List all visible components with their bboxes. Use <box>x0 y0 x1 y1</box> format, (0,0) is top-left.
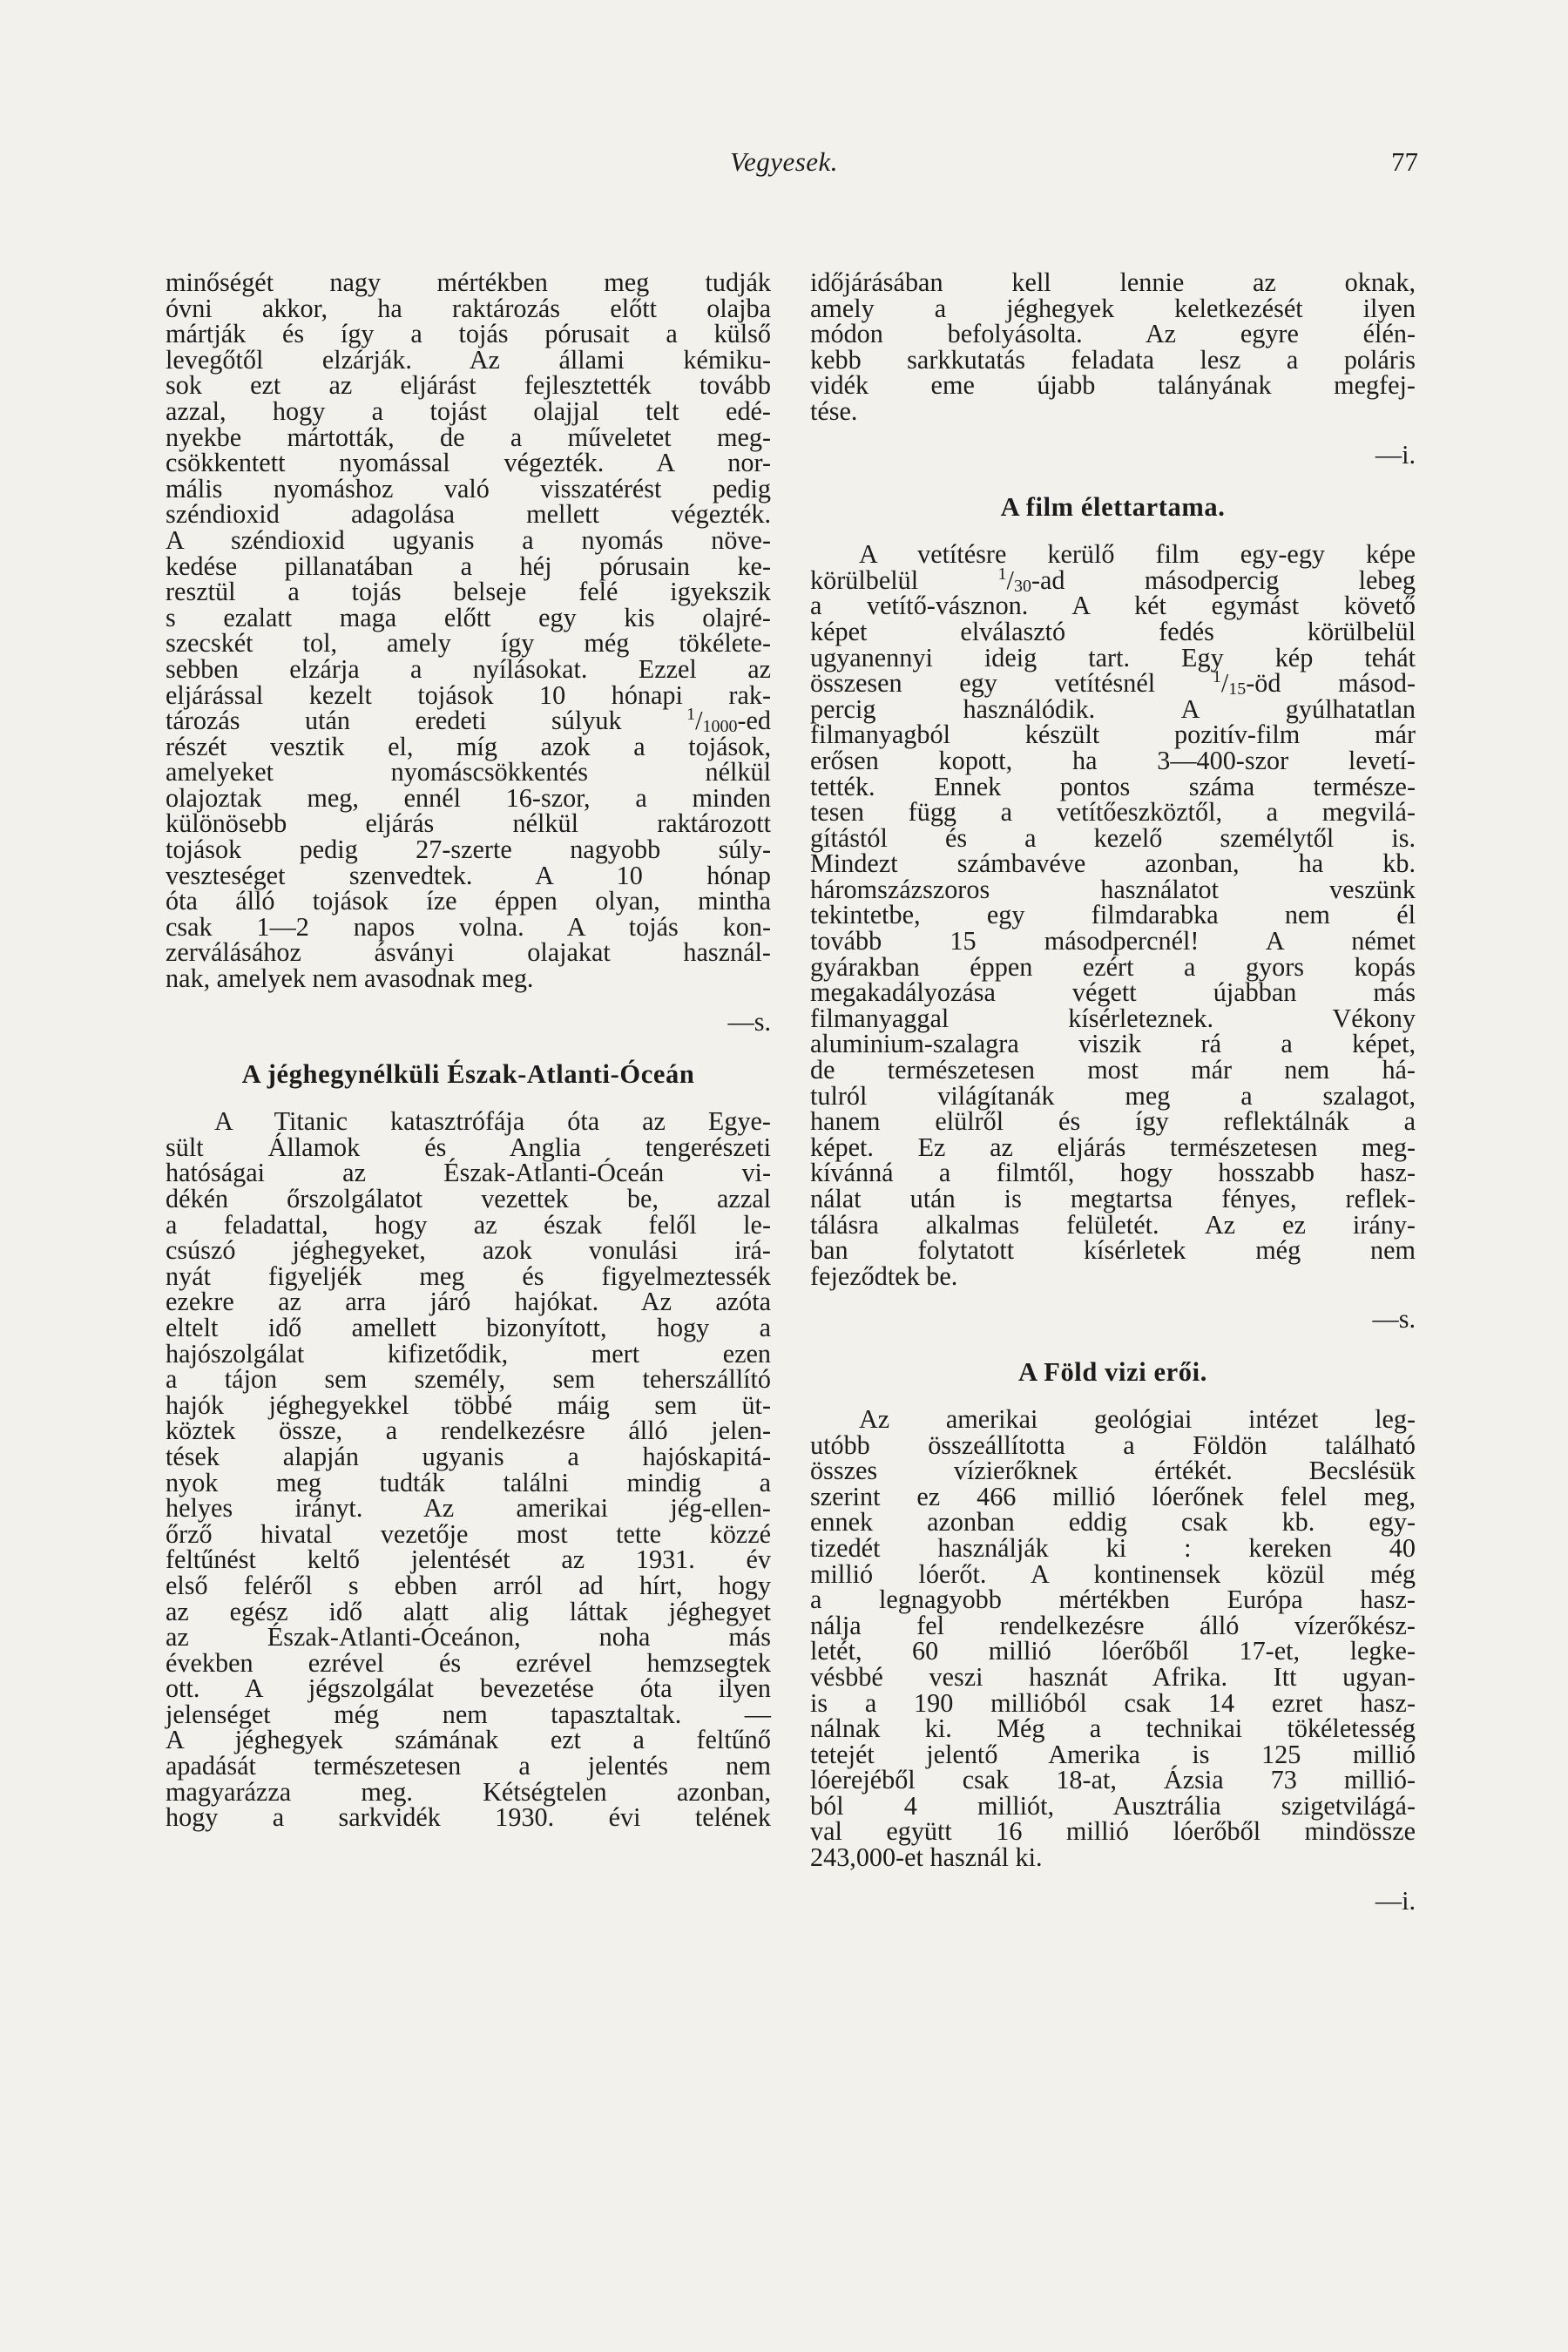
author-signature: —s. <box>727 1006 771 1037</box>
fraction-denominator: 1000 <box>702 717 738 737</box>
text-line: azzal, hogy a tojást olajjal telt edé- <box>166 395 771 426</box>
text-line: A Titanic katasztrófája óta az Egye- <box>214 1106 771 1137</box>
author-signature: —i. <box>1375 439 1416 470</box>
text-line: vidék eme újabb talányának megfej- <box>810 370 1416 401</box>
text-line: időjárásában kell lennie az oknak, <box>810 267 1416 297</box>
iceberg-article-continuation <box>810 267 1416 470</box>
text-line: eltelt idő amellett bizonyított, hogy a <box>166 1312 771 1342</box>
text-line: letét, 60 millió lóerőből 17-et, legke- <box>810 1636 1416 1666</box>
text-fragment: -ad másodpercig lebeg <box>1031 564 1416 595</box>
text-line: minőségét nagy mértékben meg tudják <box>166 267 771 297</box>
text-line: módon befolyásolta. Az egyre élén- <box>810 319 1416 349</box>
text-line: Az amerikai geológiai intézet leg- <box>859 1403 1416 1434</box>
fraction-numerator: 1 <box>997 564 1007 584</box>
text-line: hatóságai az Észak-Atlanti-Óceán vi- <box>166 1158 771 1188</box>
text-line: összes vízierőknek értékét. Becslésük <box>810 1456 1416 1486</box>
text-line: fejeződtek be. <box>810 1260 958 1291</box>
text-line: feltűnést keltő jelentését az 1931. év <box>166 1544 771 1575</box>
fraction-denominator: 15 <box>1228 679 1247 700</box>
text-line: nálnak ki. Még a technikai tökéletesség <box>810 1713 1416 1744</box>
text-line: nálja fel rendelkezésre álló vízerőkész- <box>810 1610 1416 1640</box>
text-line: ezekre az arra járó hajókat. Az azóta <box>166 1287 771 1317</box>
right-column <box>810 267 1416 1916</box>
text-line: csökkentett nyomással végezték. A nor- <box>166 448 771 478</box>
text-line: köztek össze, a rendelkezésre álló jelen- <box>166 1416 771 1446</box>
text-line: lóerejéből csak 18-at, Ázsia 73 millió- <box>810 1765 1416 1795</box>
text-line: mális nyomáshoz való visszatérést pedig <box>166 473 771 504</box>
text-line: képet elválasztó fedés körülbelül <box>810 616 1416 646</box>
text-line: csúszó jéghegyeket, azok vonulási irá- <box>166 1235 771 1266</box>
text-line: de természetesen most már nem há- <box>810 1055 1416 1085</box>
text-line: sok ezt az eljárást fejlesztették tovább <box>166 370 771 401</box>
text-line: képet. Ez az eljárás természetesen meg- <box>810 1132 1416 1162</box>
text-line: széndioxid adagolása mellett végezték. <box>166 499 771 530</box>
text-line: tojások pedig 27-szerte nagyobb súly- <box>166 835 771 865</box>
section-title-film: A film élettartama. <box>1000 492 1226 523</box>
text-line: tulról világítanák meg a szalagot, <box>810 1080 1416 1111</box>
text-line: percig használódik. A gyúlhatatlan <box>810 693 1416 724</box>
text-line: tovább 15 másodpercnél! A német <box>810 926 1416 956</box>
text-line-with-fraction: összesen egy vetítésnél $^1/_{15}-öd$ másod- <box>810 667 1416 700</box>
text-line: erősen kopott, ha 3—400-szor levetí- <box>810 745 1416 775</box>
text-fragment: -öd másod- <box>1246 668 1416 699</box>
fraction-denominator: 30 <box>1013 576 1031 596</box>
text-line: első feléről s ebben arról ad hírt, hogy <box>166 1570 771 1600</box>
section-title-iceberg: A jéghegynélküli Észak-Atlanti-Óceán <box>241 1059 695 1090</box>
text-line: különösebb eljárás nélkül raktározott <box>166 808 771 839</box>
text-line: hanem elülről és így reflektálnák a <box>810 1106 1416 1137</box>
text-line: filmanyaggal kísérleteznek. Vékony <box>810 1003 1416 1033</box>
text-line: tesen függ a vetítőeszköztől, a megvilá- <box>810 797 1416 828</box>
text-line: óta álló tojások íze éppen olyan, mintha <box>166 886 771 916</box>
text-line: utóbb összeállította a Földön található <box>810 1429 1416 1460</box>
text-line: ból 4 milliót, Ausztrália szigetvilágá- <box>810 1790 1416 1821</box>
text-line: csak 1—2 napos volna. A tojás kon- <box>166 911 771 942</box>
text-fragment: körülbelül <box>810 564 919 595</box>
text-line: ugyanennyi ideig tart. Egy kép tehát <box>810 642 1416 672</box>
section-title-earth-water-power: A Föld vizi erői. <box>1018 1356 1207 1387</box>
film-article-body <box>810 539 1416 1335</box>
text-line: hajók jéghegyekkel többé máig sem üt- <box>166 1389 771 1420</box>
text-line: szecskét tol, amely így még tökélete- <box>166 628 771 659</box>
text-line: tekintetbe, egy filmdarabka nem él <box>810 900 1416 930</box>
text-line: magyarázza meg. Kétségtelen azonban, <box>166 1776 771 1807</box>
text-line: amely a jéghegyek keletkezését ilyen <box>810 293 1416 323</box>
text-fragment: összesen egy vetítésnél <box>810 668 1156 699</box>
text-line: nyok meg tudták találni mindig a <box>166 1467 771 1497</box>
author-signature: —s. <box>1372 1304 1416 1335</box>
text-line: nálat után is megtartsa fényes, reflek- <box>810 1184 1416 1213</box>
text-line: részét vesztik el, míg azok a tojások, <box>166 731 771 761</box>
text-line: nyát figyeljék meg és figyelmeztessék <box>166 1260 771 1291</box>
text-line: ott. A jégszolgálat bevezetése óta ilyen <box>166 1673 771 1704</box>
text-line: a feladattal, hogy az észak felől le- <box>166 1209 771 1240</box>
text-line: vésbbé veszi hasznát Afrika. Itt ugyan- <box>810 1661 1416 1692</box>
text-line: millió lóerőt. A kontinensek közül még <box>810 1558 1416 1589</box>
text-line: ban folytatott kísérletek még nem <box>810 1235 1416 1266</box>
text-line: apadását természetesen a jelentés nem <box>166 1751 771 1781</box>
text-line: is a 190 millióból csak 14 ezret hasz- <box>810 1687 1416 1718</box>
text-line: A széndioxid ugyanis a nyomás növe- <box>166 524 771 555</box>
text-line: amelyeket nyomáscsökkentés nélkül <box>166 757 771 787</box>
text-line: hajószolgálat kifizetődik, mert ezen <box>166 1338 771 1369</box>
text-line: gyárakban éppen ezért a gyors kopás <box>810 951 1416 982</box>
text-line: tetejét jelentő Amerika is 125 millió <box>810 1739 1416 1769</box>
text-line: években ezrével és ezrével hemzsegtek <box>166 1647 771 1678</box>
text-line: tálásra alkalmas felületét. Az ez irány- <box>810 1209 1416 1240</box>
text-line: helyes irányt. Az amerikai jég-ellen- <box>166 1493 771 1524</box>
text-line: filmanyagból készült pozitív-film már <box>810 720 1416 750</box>
text-line: levegőtől elzárják. Az állami kémiku- <box>166 344 771 375</box>
fraction-numerator: 1 <box>686 705 696 725</box>
fraction-numerator: 1 <box>1212 667 1221 687</box>
text-line: mártják és így a tojás pórusait a külső <box>166 319 771 349</box>
text-line: megakadályozása végett újabban más <box>810 977 1416 1008</box>
text-line: tések alapján ugyanis a hajóskapitá- <box>166 1441 771 1471</box>
iceberg-article-body <box>166 1106 771 1833</box>
text-line: háromszázszoros használatot veszünk <box>810 874 1416 904</box>
text-line: nyekbe mártották, de a műveletet meg- <box>166 422 771 452</box>
text-line: óvni akkor, ha raktározás előtt olajba <box>166 293 771 323</box>
text-line: val együtt 16 millió lóerőből mindössze <box>810 1816 1416 1847</box>
text-line: a legnagyobb mértékben Európa hasz- <box>810 1585 1416 1615</box>
text-line: sült Államok és Anglia tengerészeti <box>166 1132 771 1162</box>
text-line: ennek azonban eddig csak kb. egy- <box>810 1507 1416 1538</box>
text-line: s ezalatt maga előtt egy kis olajré- <box>166 602 771 632</box>
text-line: resztül a tojás belseje felé igyekszik <box>166 577 771 607</box>
text-line: gítástól és a kezelő személytől is. <box>810 822 1416 853</box>
text-line: olajoztak meg, ennél 16-szor, a minden <box>166 782 771 813</box>
text-fragment: -ed <box>737 706 772 736</box>
text-fragment: tározás után eredeti súlyuk <box>166 706 622 736</box>
text-line: hogy a sarkvidék 1930. évi telének <box>166 1802 771 1833</box>
text-line: veszteséget szenvedtek. A 10 hónap <box>166 860 771 890</box>
text-line: sebben elzárja a nyílásokat. Ezzel az <box>166 653 771 684</box>
running-title: Vegyesek. <box>729 146 839 177</box>
egg-article-continuation <box>166 267 772 1037</box>
text-line: zerválásához ásványi olajakat használ- <box>166 937 771 968</box>
text-line: jelenséget még nem tapasztaltak. — <box>166 1699 771 1729</box>
page-number: 77 <box>1391 146 1418 177</box>
text-line-with-fraction: körülbelül $^1/_{30}-ad$ másodpercig lebeg <box>810 564 1416 596</box>
text-line: az Észak-Atlanti-Óceánon, noha más <box>166 1622 771 1652</box>
text-line: a tájon sem személy, sem teherszállító <box>166 1364 771 1395</box>
text-line: A vetítésre kerülő film egy-egy képe <box>859 539 1416 570</box>
text-line: kebb sarkkutatás feladata lesz a poláris <box>810 344 1416 375</box>
text-line: kívánná a filmtől, hogy hosszabb hasz- <box>810 1158 1416 1188</box>
text-line: szerint ez 466 millió lóerőnek felel meg, <box>810 1481 1416 1511</box>
author-signature: —i. <box>1375 1885 1416 1916</box>
text-line: a vetítő-vásznon. A két egymást követő <box>810 591 1416 621</box>
text-line: dékén őrszolgálatot vezettek be, azzal <box>166 1184 771 1213</box>
text-line: kedése pillanatában a héj pórusain ke- <box>166 551 771 581</box>
text-line: eljárással kezelt tojások 10 hónapi rak- <box>166 679 771 710</box>
text-line: 243,000-et használ ki. <box>810 1842 1043 1873</box>
text-line: őrző hivatal vezetője most tette közzé <box>166 1518 771 1549</box>
text-line-with-fraction: tározás után eredeti súlyuk $^1/_{1000}-ed$ <box>166 705 772 737</box>
text-line: nak, amelyek nem avasodnak meg. <box>166 963 534 994</box>
text-line: az egész idő alatt alig láttak jéghegyet <box>166 1596 771 1626</box>
text-line: aluminium-szalagra viszik rá a képet, <box>810 1029 1416 1059</box>
text-line: tették. Ennek pontos száma természe- <box>810 771 1416 801</box>
left-column <box>166 267 772 1833</box>
text-line: A jéghegyek számának ezt a feltűnő <box>166 1725 771 1755</box>
earth-article-body <box>810 1403 1416 1916</box>
text-line: Mindezt számbavéve azonban, ha kb. <box>810 848 1416 879</box>
text-line: tése. <box>810 395 858 426</box>
text-line: tizedét használják ki : kereken 40 <box>810 1532 1416 1563</box>
